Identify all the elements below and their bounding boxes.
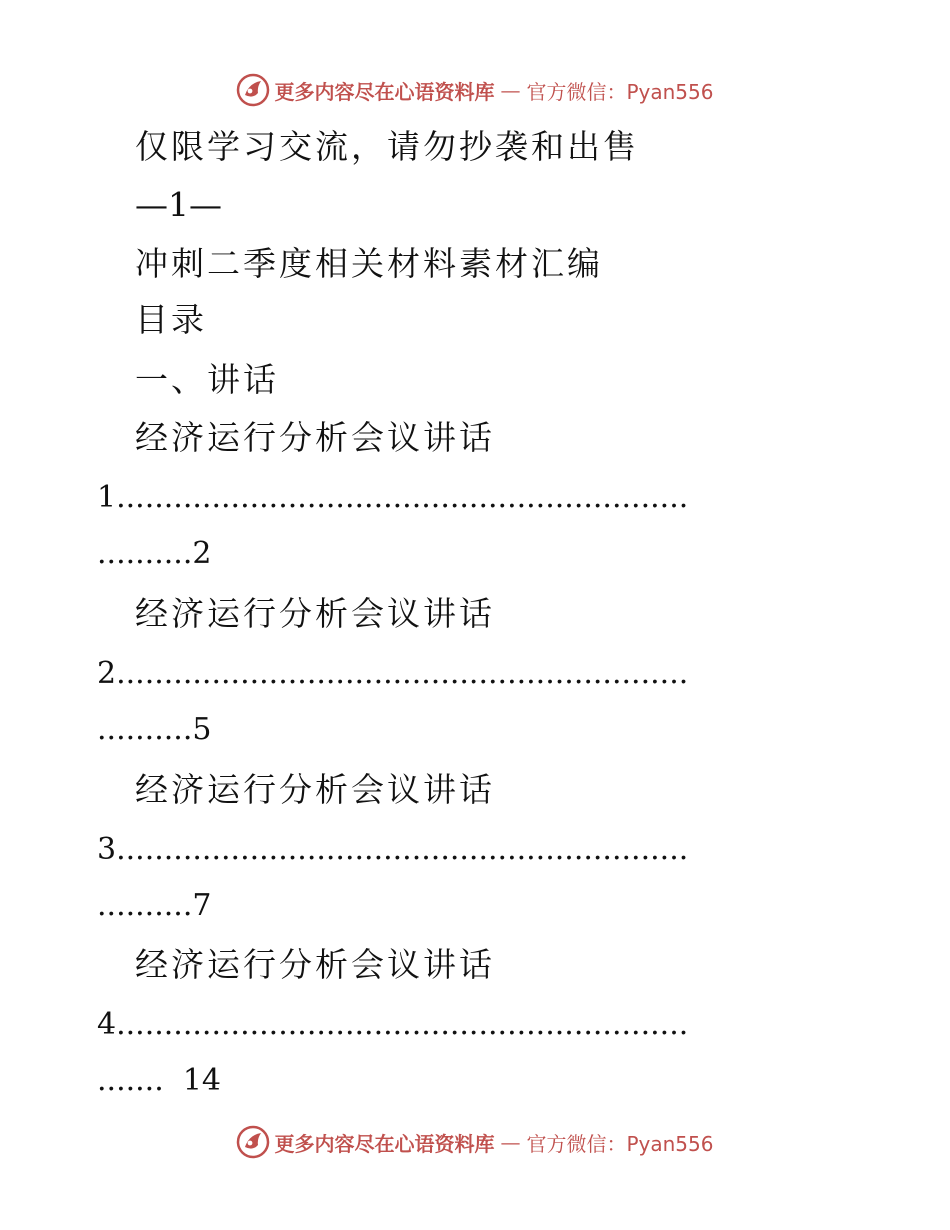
toc-entry-number: 1 [97,480,117,515]
watermark-text: 更多内容尽在心语资料库 [274,79,495,104]
toc-heading: 目录 [135,300,207,339]
document-title: 冲刺二季度相关材料素材汇编 [135,244,603,283]
toc-entry-title: 经济运行分析会议讲话 [135,418,495,457]
toc-entry-tail [97,1061,221,1101]
watermark-wechat: 官方微信：Pyan556 [526,1131,714,1156]
toc-entry-title: 经济运行分析会议讲话 [135,945,495,984]
watermark-footer [0,1122,950,1162]
toc-entry-dots-line [97,1005,843,1045]
toc-leader-dots: ............................................................ [116,480,689,515]
toc-entry-tail [97,886,211,926]
watermark-dash: — [500,78,521,102]
toc-tail-dots: ....... [97,1063,164,1098]
toc-entry-title: 经济运行分析会议讲话 [135,770,495,809]
toc-entry-title: 经济运行分析会议讲话 [135,594,495,633]
toc-entry-tail [97,534,211,574]
watermark-header [0,70,950,110]
logo-icon [236,73,270,107]
toc-entry-page: 14 [182,1063,222,1098]
toc-entry-number: 2 [97,656,117,691]
toc-tail-dots: .......... [97,888,193,923]
toc-entry-number: 4 [97,1007,117,1042]
toc-entry-page: 5 [192,712,212,747]
toc-entry-dots-line [97,478,843,518]
watermark-wechat: 官方微信：Pyan556 [526,79,714,104]
logo-icon [236,1125,270,1159]
toc-entry-tail [97,710,211,750]
toc-entry-page: 2 [192,536,212,571]
notice-line: 仅限学习交流，请勿抄袭和出售 [135,127,639,166]
toc-leader-dots: ............................................................ [116,656,689,691]
toc-entry-dots-line [97,654,843,694]
watermark-dash: — [500,1130,521,1154]
section-heading-speeches: 一、讲话 [135,360,279,399]
toc-entry-number: 3 [97,832,117,867]
toc-tail-gap [164,1063,183,1098]
toc-tail-dots: .......... [97,712,193,747]
toc-leader-dots: ............................................................ [116,1007,689,1042]
page-number: —1— [135,185,222,224]
toc-leader-dots: ............................................................ [116,832,689,867]
toc-tail-dots: .......... [97,536,193,571]
toc-entry-page: 7 [192,888,212,923]
watermark-text: 更多内容尽在心语资料库 [274,1131,495,1156]
toc-entry-dots-line [97,830,843,870]
